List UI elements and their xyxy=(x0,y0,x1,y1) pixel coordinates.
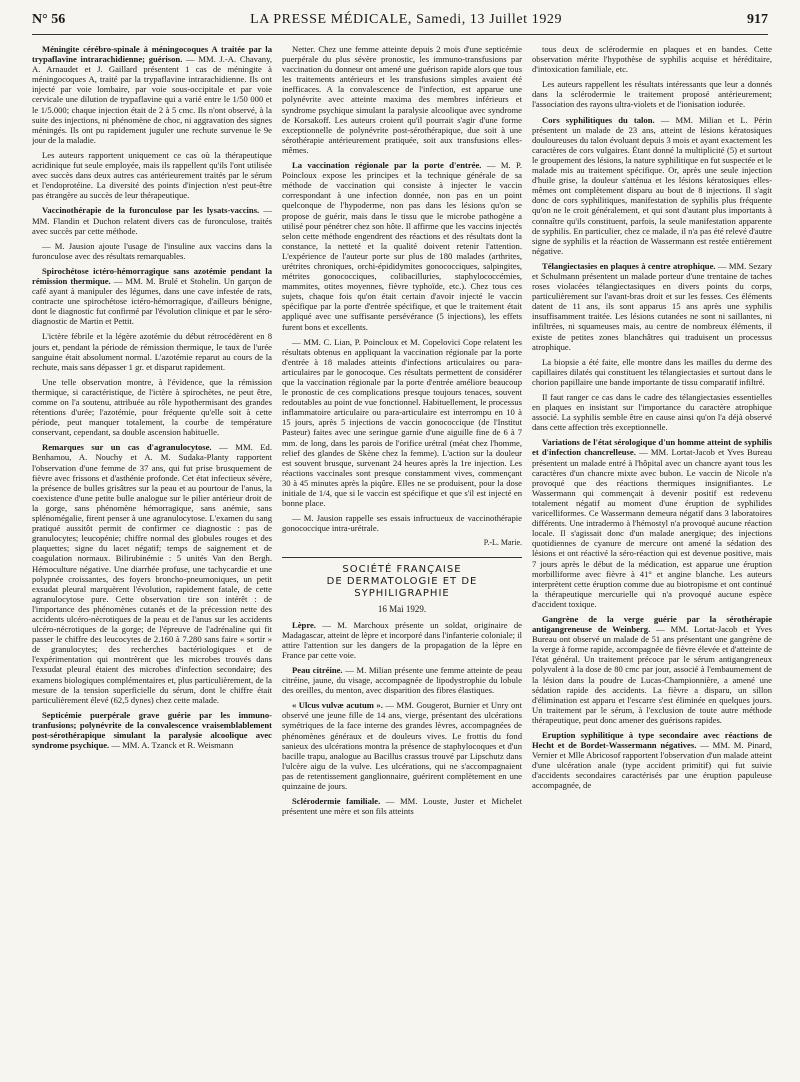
column-3 xyxy=(532,44,772,1074)
article-title: Gangrène de la verge guérie par la sérothérapie antigangreneuse de Weinberg. xyxy=(532,613,772,635)
article xyxy=(282,160,522,332)
article-body: — MM. Gougerot, Burnier et Unry ont observé une jeune fille de 14 ans, vierge, présentant des ulcérations symétriques de la face interne des grandes lèvres, accompagnées de phénomènes généraux et de douleurs vives. Le frottis du fond sanieux des ulcérations montra la présence de staphylocoques et d'un bacille trapu, analogue au Bacillus crassus trouvé par Lipschutz dans l'ulcère aigu de la vulve. Les ulcérations, qui ne s'accompagnaient pas de retentissement ganglionnaire, guérirent complètement en une quinzaine de jours. xyxy=(282,700,522,791)
article xyxy=(32,44,272,145)
article xyxy=(532,357,772,387)
article-body: — MM. Flandin et Duchon relatent divers cas de furonculose, traités avec succès par cette méthode. xyxy=(32,205,272,236)
column-2-articles-b xyxy=(282,620,522,817)
issue-number: N° 56 xyxy=(32,12,66,27)
article-body: — MM. Sezary et Schulmann présentent un malade porteur d'une trentaine de taches roses violacées télangiectasiques en divers points du corps, particulièrement sur l'avant-bras droit et sur les fesses. Ces éléments datent de 11 ans, ils sont apparus 15 ans après une syphilis insuffisamment traitée. Les lésions cutanées ne sont ni saillantes, ni infiltrées, ni squameuses mais, au centre de nombreux éléments, il existe de petites zones blanchâtres qui traduisent un processus atrophique. xyxy=(532,260,772,352)
article xyxy=(32,377,272,438)
article-body: — M. Milian présente une femme atteinte de peau citréine, jaune, du visage, accompagnée de lipodystrophie du lobule des oreilles, du menton, avec disparition des fibres élastiques. xyxy=(282,664,522,696)
article xyxy=(532,115,772,256)
article xyxy=(532,44,772,74)
article-body: Netter. Chez une femme atteinte depuis 2 mois d'une septicémie puerpérale du plus sévère pronostic, les immuno-transfusions par vaccination du donneur ont amené une guérison rapide alors que tous les traitements antérieurs et les transfusions simples avaient été inefficaces. A la convalescence de l'infection, est apparue une polynévrite avec atteinte maxima des membres inférieurs et syndrome psychique simulant la paralysie alcoolique avec syndrome de Korsakoff. Les auteurs croient qu'il pourrait s'agir d'une forme exceptionnelle de polynévrite post-sérothérapique, due soit à une sérothérapie antérieurement pratiquée, soit aux transfusions elles-mêmes. xyxy=(282,44,522,155)
article-body: — MM. Lortat-Jacob et Yves Bureau présentent un malade entré à l'hôpital avec un chancre ayant tous les caractères d'un chancre mixte avec bubon. Le vaccin de Nicole n'a provoqué que des réactions thermiques insignifiantes. Le Wassermann qui commençait à devenir positif est redevenu totalement négatif au moment d'une éruption de syphilides varicelliformes. Ce Wassermann demeura négatif dans 3 laboratoires différents. Une intradermo à l'hémostyl n'a provoqué aucune réaction locale. Il s'agissait donc d'un malade anergique; des injections quotidiennes de cyanure de mercure ont amené la sédation des lésions et ont réactivé la séro-réaction qui est devenue positive, mais 7 jours après le début de la médication, est apparue une éruption morbilliforme avec fièvre à 41° et angine blanche. Les auteurs interprètent cette éruption comme due au biotropisme et ont continué la thérapeutique mercurielle qui n'a provoqué aucune espèce d'accident toxique. xyxy=(532,447,772,609)
article-title: Eruption syphilitique à type secondaire avec réactions de Hecht et de Bordet-Wassermann négatives. xyxy=(532,730,772,751)
article xyxy=(532,437,772,609)
article-title: « Ulcus vulvæ acutum ». xyxy=(292,700,383,711)
article-body: — M. Jausion rappelle ses essais infructueux de vaccinothérapie gonococcique intra-urétrale. xyxy=(282,513,522,534)
author-signature: P.-L. Marie. xyxy=(483,538,522,548)
article-body: — MM. C. Lian, P. Poincloux et M. Copelovici Cope relatent les résultats obtenus en appliquant la vaccination régionale par la porte d'entrée à 18 malades atteints d'infections articulaires ou para-articulaires par le gonocoque. Ces résultats permettent de considérer que la vaccination régionale par la porte d'entrée améliore beaucoup le pronostic de ces complications presque toujours tenaces, souvent redoutables au point de vue fonctionnel. Habituellement, le processus inflammatoire articulaire ou para-articulaire est interrompu en 10 à 15 jours, après 5 injections de vaccin gonococcique (de l'Institut Pasteur) faites avec une seringue garnie d'une aiguille fine de 6 à 7 mm. de long, dans les parois de l'orifice urétral (méat chez l'homme, relief des glandes de Skène chez la femme). L'action sur la douleur est souvent brusque, survenant 24 heures après la 1re injection. Les réactions vaccinales sont presque constamment vives, commençant 30 à 45 minutes après la piqûre. Elles ne se produisent, pour la dose initiale de 1/4, que si le vaccin est spécifique et que s'il est injecté en bonne place. xyxy=(282,336,522,509)
article-body: — M. Jausion ajoute l'usage de l'insuline aux vaccins dans la furonculose avec des résultats remarquables. xyxy=(32,240,272,261)
page-number: 917 xyxy=(747,12,768,27)
article xyxy=(32,241,272,261)
article-body: — MM. Louste, Juster et Michelet présentent une mère et son fils atteints xyxy=(282,796,522,817)
article xyxy=(282,44,522,155)
society-name-line1: SOCIÉTÉ FRANÇAISE xyxy=(342,563,462,575)
article-body: Les auteurs rappellent les résultats intéressants que leur a donnés dans la sclérodermie le traitement proposé antérieurement; l'association des rayons ultra-violets et de l'ionisation iodurée. xyxy=(532,79,772,110)
column-2-articles xyxy=(282,44,522,533)
session-date: 16 Mai 1929. xyxy=(377,603,427,614)
article-body: tous deux de sclérodermie en plaques et en bandes. Cette observation mérite l'hypothèse de syphilis acquise et héréditaire, d'intoxication familiale, etc. xyxy=(532,44,772,75)
article-title: Lèpre. xyxy=(292,619,316,630)
article-body: — MM. M. Pinard, Vernier et Mlle Abricosof rapportent l'observation d'un malade atteint d'une ulcération anale (type accident primitif) qui fut suivie d'accidents secondaires caractérisés par une éruption papuleuse accompagnée, de xyxy=(532,740,772,791)
article-title: Sclérodermie familiale. xyxy=(292,796,381,807)
article xyxy=(32,331,272,371)
article xyxy=(32,266,272,327)
column-1 xyxy=(32,44,272,1074)
article-body: — MM. Lortat-Jacob et Yves Bureau ont observé un malade de 51 ans présentant une gangrène de la verge à forme rapide, accompagnée de fièvre élevée et d'atteinte de l'état général. Un traitement précoce par le sérum antigangreneux polyvalent à la dose de 80 cmc par jour, associé à l'embaumement de la lésion dans la poudre de Lucas-Championnière, a amené une sédation rapide des accidents. La fièvre a disparu, un sillon d'élimination est apparu et l'escarre s'est éliminée en quelques jours. Un traitement par le sérum, à l'exclusion de toute autre méthode thérapeutique, peut donc amener des guérisons rapides. xyxy=(532,624,772,725)
article xyxy=(282,620,522,660)
article xyxy=(32,205,272,235)
article-body: — MM. Milian et L. Périn présentent un malade de 23 ans, atteint de lésions kératosiques douloureuses du talon évoluant depuis 3 mois et ayant exactement les caractères de cors vulgaires. Étant donné la multiplicité (5) et surtout le groupement des lésions, la nature syphilitique en fut suspectée et le malade mis au traitement spécifique. Or, après une seule injection d'huile grise, la douleur s'atténua et les lésions kératosiques elles-mêmes ont complètement disparu au bout de 8 injections. Il s'agit donc de cors syphilitiques, manifestation de syphilis plus fréquente qu'on ne le croit généralement, et qui sont d'autant plus importants à connaître qu'ils constituent, parfois, la seule manifestation apparente de syphilis. En particulier, chez ce malade, il n'a pas été relevé d'autre signe de syphilis et la réaction de Wassermann est restée entièrement négative. xyxy=(532,114,772,256)
article xyxy=(282,796,522,816)
article-body: — MM. M. Brulé et Stohelin. Un garçon de café ayant à manipuler des légumes, dans une cave infestée de rats, contracte une spirochétose ictéro-hémorragique, d'ailleurs bénigne, dont le diagnostic fut confirmé par l'évolution clinique et par le séro-diagnostic de Martin et Pettit. xyxy=(32,275,272,327)
article-body: L'ictère fébrile et la légère azotémie du début rétrocédèrent en 8 jours et, pendant la période de rémission thermique, le taux de l'urée sanguine était absolument normal. L'azotémie reparut au cours de la rechute, mais sans dépasser 1 gr. et disparut rapidement. xyxy=(32,331,272,372)
columns xyxy=(32,44,772,1074)
journal-title: LA PRESSE MÉDICALE, Samedi, 13 Juillet 1929 xyxy=(250,12,563,27)
article-body: Il faut ranger ce cas dans le cadre des télangiectasies essentielles en plaques en insistant sur l'importance du caractère atrophique associé. La syphilis semble être en cause ainsi qu'on l'a déjà observé dans cette affection très exceptionnelle. xyxy=(532,392,772,433)
article xyxy=(532,261,772,352)
article-title: Cors syphilitiques du talon. xyxy=(542,114,655,125)
article xyxy=(32,150,272,200)
article xyxy=(282,337,522,509)
article-title: Télangiectasies en plaques à centre atrophique. xyxy=(542,260,716,271)
society-heading xyxy=(282,557,522,614)
article xyxy=(532,79,772,109)
article-body: — M. P. Poincloux expose les principes et la technique générale de sa méthode de vaccination qui consiste à injecter le vaccin correspondant à une infection donnée, non pas en un point quelconque de l'hypoderme, non pas dans les lésions qu'on se propose de guérir, mais dans le tissu que le microbe pathogène a utilisé pour pénétrer chez son hôte. Il affirme que les vaccins injectés selon cette méthode engendrent des réactions et des résultats dont la constance, la netteté et la qualité doivent retenir l'attention. L'expérience de l'auteur porte sur plus de 180 malades (arthrites, urétrites chroniques, orchi-épididymites gonococciques, salpingites, métrites gonococciques, colibacilluries, staphylococcémies, mammites, otites moyennes, fièvre typhoïde, etc.). Chez tous ces sujets, chaque fois qu'on était certain d'avoir injecté le vaccin spécifique par la porte d'entrée spécifique, et que le traitement était appliqué avec une suffisante persévérance (5 injections), les effets furent bons et excellents. xyxy=(282,160,522,332)
article-body: — MM. Ed. Benhamou, A. Nouchy et A. M. Sudaka-Planty rapportent l'observation d'une femme de 37 ans, qui fut prise brusquement de fièvre avec frissons et d'asthénie profonde. Cet état infectieux sévère, la présence de bulles grisâtres sur la peau et au pourtour de l'anus, la coexistence d'une petite bulle analogue sur le pilier antérieur droit de la gorge, sans phénomène hémorragique, sans anémie, sans splénomégalie, firent penser à une agranulocytose. L'examen du sang pratiqué aussitôt permit de confirmer ce diagnostic : pas de granulocytes; leucopénie; chiffre normal des globules rouges et des plaquettes; signe du lacet négatif; temps de saignement et de coagulation normaux. Bilirubinémie : 5 unités Van den Bergh. Hémoculture négative. Une diarrhée profuse, une tachycardie et une polypnée croissantes, des foyers broncho-pneumoniques, un petit exsudat pleural marquèrent l'évolution, rapidement fatale, de cette agranulocytose pure. Cette observation tire son intérêt : de l'importance des phénomènes cutanés et de la précession nette des accidents ulcéro-nécrotiques de la peau et de l'anus sur les accidents ulcéro-nécrotiques de la gorge; de l'épreuve de l'adrénaline qui fit passer le chiffre des leucocytes de 2.160 à 7.280 sans faire « sortir » de granulocytes; des recherches bactériologiques et de l'expérimentation qui montrèrent que les microbes trouvés dans l'exsudat pleural étaient des microbes d'infection secondaire; des examens biologiques complémentaires et, plus particulièrement, de la mesure de la tension superficielle du sérum, dont le chiffre était particulièrement élevé (62,5 dynes) chez cette malade. xyxy=(32,442,272,705)
article xyxy=(282,665,522,695)
article xyxy=(532,614,772,725)
article-body: — MM. A. Tzanck et R. Weismann xyxy=(111,740,234,751)
article xyxy=(532,730,772,791)
article-body: — M. Marchoux présente un soldat, originaire de Madagascar, atteint de lèpre et incorporé dans l'infanterie coloniale; il attire l'attention sur les dangers de la propagation de la lèpre en France par cette voie. xyxy=(282,619,522,660)
page-header xyxy=(32,12,768,35)
society-name-line2: DE DERMATOLOGIE ET DE SYPHILIGRAPHIE xyxy=(326,575,478,599)
article-title: Septicémie puerpérale grave guérie par les immuno-tranfusions; polynévrite de la convalescence vraisemblablement post-sérothérapique simulant la paralysie alcoolique avec syndrome psychique. xyxy=(32,709,272,751)
article xyxy=(32,710,272,750)
article-title: Peau citréine. xyxy=(292,664,343,675)
column-2 xyxy=(282,44,522,1074)
article-title: Spirochétose ictéro-hémorragique sans azotémie pendant la rémission thermique. xyxy=(32,265,272,286)
article-body: La biopsie a été faite, elle montre dans les mailles du derme des capillaires dilatés qui constituent les télangiectasies et surtout dans le chorion papillaire une bande importante de tissu comparatif infiltré. xyxy=(532,356,772,387)
article xyxy=(32,442,272,704)
article-title: Vaccinothérapie de la furonculose par les lysats-vaccins. xyxy=(42,205,260,216)
article-title: Variations de l'état sérologique d'un homme atteint de syphilis et d'infection chancrelleuse. xyxy=(532,437,772,458)
article-title: La vaccination régionale par la porte d'entrée. xyxy=(292,160,482,171)
article-body: Les auteurs rapportent uniquement ce cas où la thérapeutique acridinique fut seule employée, mais ils rappellent qu'ils l'ont utilisée avec succès dans deux autres cas antérieurement traités par le sérum et l'endoprotéine. La diversité des points d'injection n'est peut-être pas étrangère au succès de leur thérapeutique. xyxy=(32,149,272,201)
article-title: Remarques sur un cas d'agranulocytose. xyxy=(42,442,212,453)
article-title: Méningite cérébro-spinale à méningocoques A traitée par la trypaflavine intrarachidienne; guérison. xyxy=(32,44,272,65)
article xyxy=(532,392,772,432)
article xyxy=(282,700,522,791)
article-body: Une telle observation montre, à l'évidence, que la rémission thermique, si caractéristique, de l'ictère à spirochètes, ne peut être, comme on l'a soutenu, attribuée au rôle hypothermisant des grandes rétentions d'urée; l'azotémie, pour fréquente qu'elle soit à cette période, peut manquer totalement, la courbe de température conservant, cependant, sa double ascension habituelle. xyxy=(32,376,272,438)
article xyxy=(282,513,522,533)
article-body: — MM. J.-A. Chavany, A. Arnaudet et J. Gaillard présentent 1 cas de méningite à méningocoques A, traité par la trypaflavine intrarachidienne. Ils ont injecté par voie lombaire, par voie sous-occipitale et par voie cervicale une dilution de trypaflavine qui a varié entre le 1/50 000 et le 1/5.000; chaque injection était de 2 à 5 cmc. Ils n'ont observé, à la suite des injections, ni phénomène de choc, ni aggravation des signes méningés. Ils ont pu rapidement juguler une rechute survenue le 9e jour de la maladie. xyxy=(32,54,272,145)
